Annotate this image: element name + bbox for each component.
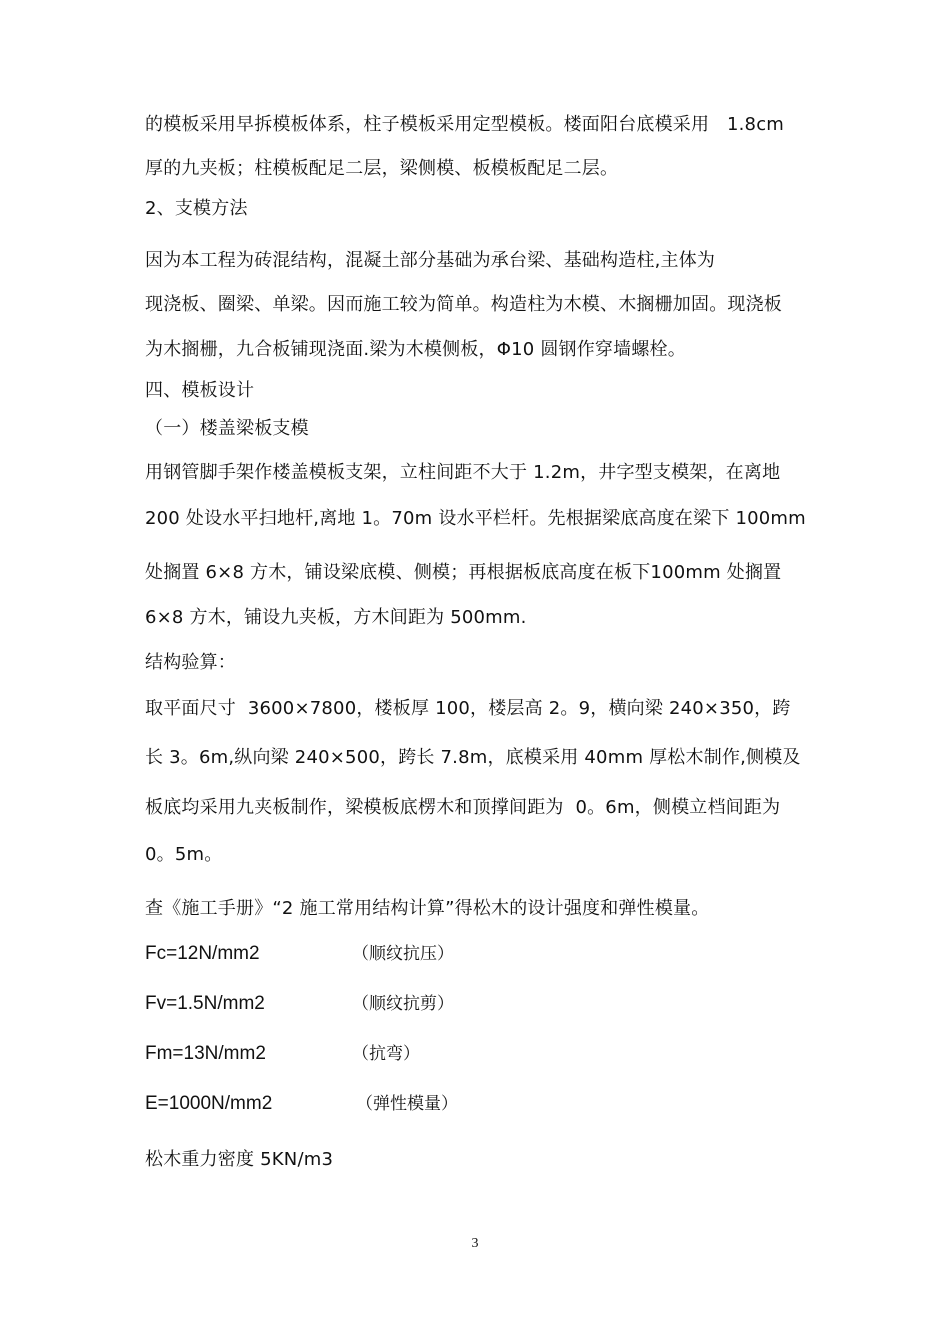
density-line: 松木重力密度 5KN/m3 (145, 1149, 334, 1170)
page-number: 3 (471, 1236, 479, 1251)
section-heading: 2、支模方法 (145, 198, 248, 219)
paragraph-line: 处搁置 6×8 方木，铺设梁底模、侧模；再根据板底高度在板下100mm 处搁置 (145, 562, 782, 583)
fv-formula: Fv=1.5N/mm2 (145, 993, 265, 1014)
paragraph-line: 厚的九夹板；柱模板配足二层，梁侧模、板模板配足二层。 (145, 158, 619, 179)
paragraph-line: 200 处设水平扫地杆,离地 1。70m 设水平栏杆。先根据梁底高度在梁下 100mm (145, 508, 806, 529)
e-note: （弹性模量） (356, 1094, 458, 1114)
paragraph-line: 用钢管脚手架作楼盖模板支架，立柱间距不大于 1.2m，井字型支模架，在离地 (145, 462, 781, 483)
paragraph-line: 因为本工程为砖混结构，混凝土部分基础为承台梁、基础构造柱,主体为 (145, 250, 716, 271)
fm-note: （抗弯） (352, 1044, 420, 1064)
paragraph-line: 查《施工手册》“2 施工常用结构计算”得松木的设计强度和弹性模量。 (145, 898, 710, 919)
paragraph-line: 长 3。6m,纵向梁 240×500，跨长 7.8m，底模采用 40mm 厚松木制作,侧模及 (145, 747, 801, 768)
section-heading: 四、模板设计 (145, 380, 255, 401)
fc-note: （顺纹抗压） (352, 944, 454, 964)
paragraph-line: 板底均采用九夹板制作，梁模板底楞木和顶撑间距为 0。6m，侧模立档间距为 (145, 797, 781, 818)
e-formula: E=1000N/mm2 (145, 1093, 273, 1114)
section-label: 结构验算： (145, 652, 236, 673)
paragraph-line: 6×8 方木，铺设九夹板，方木间距为 500mm. (145, 607, 527, 628)
paragraph-line: 的模板采用早拆模板体系，柱子模板采用定型模板。楼面阳台底模采用 1.8cm (145, 114, 785, 135)
fm-formula: Fm=13N/mm2 (145, 1043, 266, 1064)
paragraph-line: 取平面尺寸 3600×7800，楼板厚 100，楼层高 2。9，横向梁 240×350，跨 (145, 698, 791, 719)
fv-note: （顺纹抗剪） (352, 994, 454, 1014)
subsection-heading: （一）楼盖梁板支模 (145, 418, 309, 439)
fc-formula: Fc=12N/mm2 (145, 943, 260, 964)
paragraph-line: 为木搁栅，九合板铺现浇面.梁为木模侧板，Φ10 圆钢作穿墙螺栓。 (145, 339, 686, 360)
paragraph-line: 0。5m。 (145, 844, 223, 865)
paragraph-line: 现浇板、圈梁、单梁。因而施工较为简单。构造柱为木模、木搁栅加固。现浇板 (145, 294, 782, 315)
